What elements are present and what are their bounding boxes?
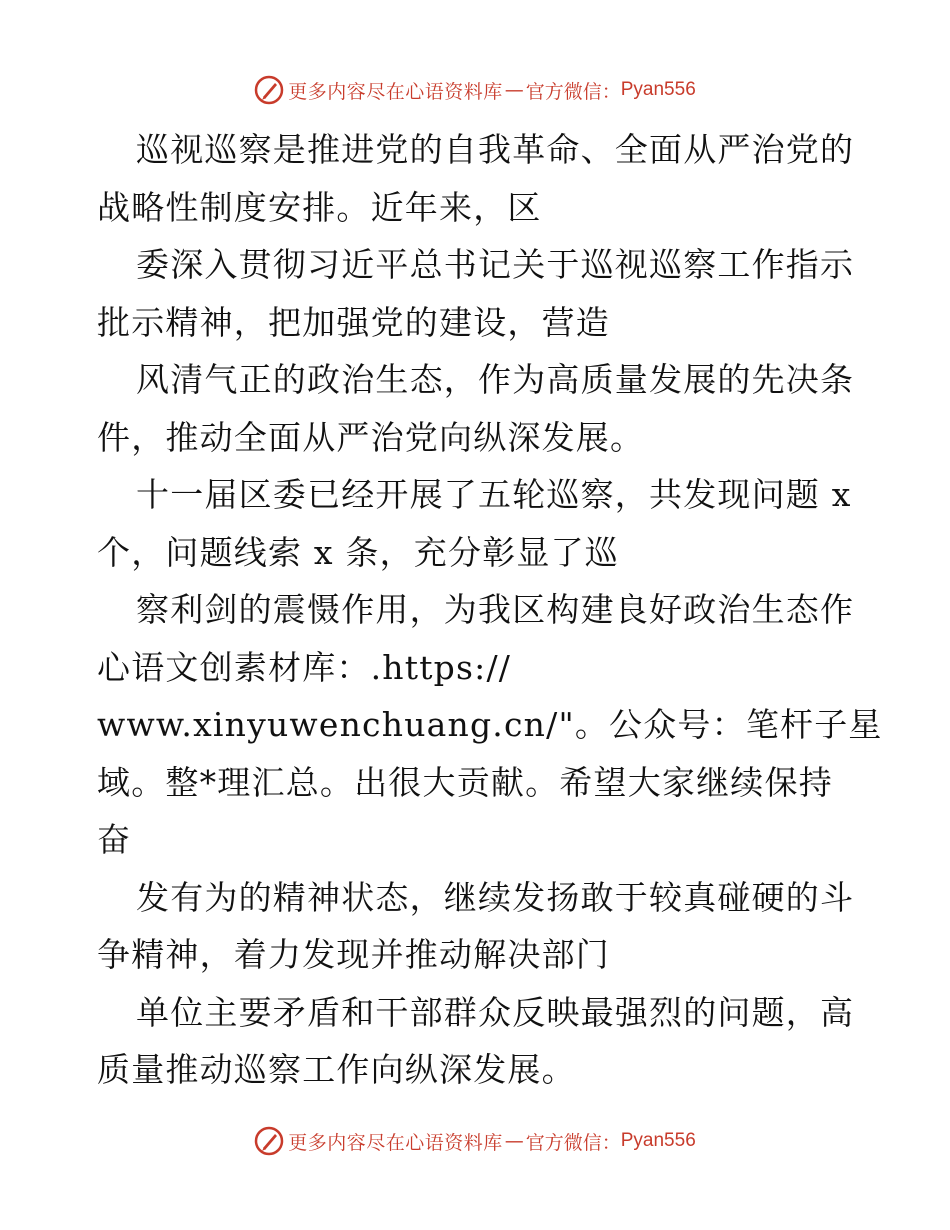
footer-banner xyxy=(0,1124,950,1158)
paragraph-line: 察利剑的震慑作用，为我区构建良好政治生态作 xyxy=(136,590,855,629)
paragraph-line: 件，推动全面从严治党向纵深发展。 xyxy=(97,417,645,457)
wechat-label: 官方微信： xyxy=(525,1131,621,1154)
paragraph-line: www.xinyuwenchuang.cn/"。公众号：笔杆子星 xyxy=(97,705,883,744)
quill-pen-icon xyxy=(254,75,284,105)
wechat-label: 官方微信： xyxy=(525,80,621,103)
paragraph-line: 心语文创素材库：.https:// xyxy=(97,647,512,687)
wechat-id: Pyan556 xyxy=(620,79,696,100)
header-banner xyxy=(0,73,950,107)
paragraph-line: 个，问题线索 x 条，充分彰显了巡 xyxy=(97,532,619,572)
banner-text: 更多内容尽在心语资料库 xyxy=(288,80,503,103)
banner-separator: — xyxy=(504,1130,524,1152)
paragraph-line: 批示精神，把加强党的建设，营造 xyxy=(97,302,610,342)
paragraph-line: 单位主要矛盾和干部群众反映最强烈的问题，高 xyxy=(136,992,855,1032)
paragraph-line: 巡视巡察是推进党的自我革命、全面从严治党的 xyxy=(136,130,855,169)
quill-pen-icon xyxy=(254,1126,284,1156)
paragraph-line: 十一届区委已经开展了五轮巡察，共发现问题 x xyxy=(136,475,852,514)
paragraph-line: 奋 xyxy=(97,820,132,859)
paragraph-line: 发有为的精神状态，继续发扬敢于较真碰硬的斗 xyxy=(136,877,855,917)
banner-text: 更多内容尽在心语资料库 xyxy=(288,1131,503,1154)
paragraph-line: 委深入贯彻习近平总书记关于巡视巡察工作指示 xyxy=(136,245,855,284)
banner-separator: — xyxy=(504,79,524,101)
wechat-id: Pyan556 xyxy=(620,1130,696,1151)
paragraph-line: 质量推动巡察工作向纵深发展。 xyxy=(97,1050,576,1089)
document-body xyxy=(97,121,883,1099)
paragraph-line: 域。整*理汇总。出很大贡献。希望大家继续保持 xyxy=(97,762,833,802)
paragraph-line: 争精神，着力发现并推动解决部门 xyxy=(97,935,610,974)
paragraph-line: 战略性制度安排。近年来，区 xyxy=(97,187,542,227)
paragraph-line: 风清气正的政治生态，作为高质量发展的先决条 xyxy=(136,360,855,399)
